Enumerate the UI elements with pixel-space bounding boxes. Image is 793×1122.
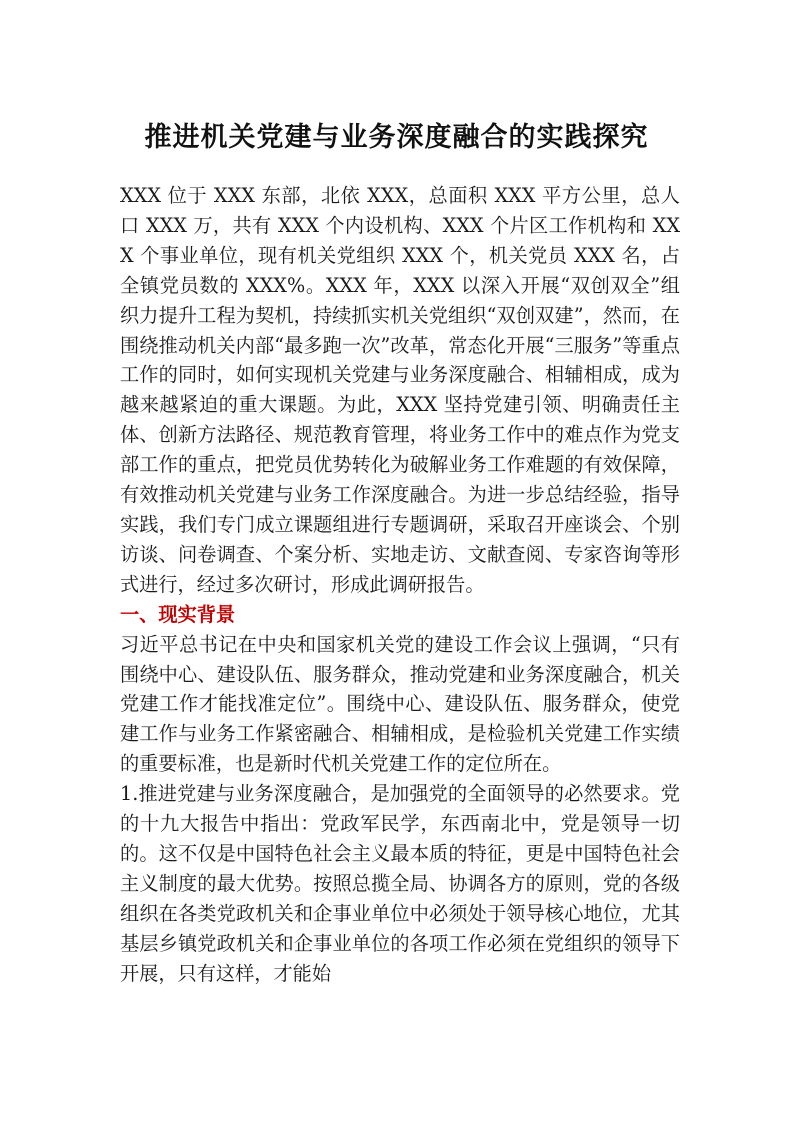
section-heading: 一、现实背景: [120, 602, 236, 626]
document-body: [120, 181, 680, 988]
point-paragraph: 1.推进党建与业务深度融合，是加强党的全面领导的必然要求。党的十九大报告中指出：党政军民学，东西南北中，党是领导一切的。这不仅是中国特色社会主义最本质的特征，更是中国特色社会主义制度的最大优势。按照总揽全局、协调各方的原则，党的各级组织在各类党政机关和企事业单位中必须处于领导核心地位，尤其基层乡镇党政机关和企事业单位的各项工作必须在党组织的领导下开展，只有这样，才能始: [120, 782, 680, 985]
section-paragraph: 习近平总书记在中央和国家机关党的建设工作会议上强调，“只有围绕中心、建设队伍、服务群众，推动党建和业务深度融合，机关党建工作才能找准定位”。围绕中心、建设队伍、服务群众，使党建工作与业务工作紧密融合、相辅相成，是检验机关党建工作实绩的重要标准，也是新时代机关党建工作的定位所在。: [120, 632, 680, 776]
intro-paragraph: XXX 位于 XXX 东部，北依 XXX，总面积 XXX 平方公里，总人口 XXX 万，共有 XXX 个内设机构、XXX 个片区工作机构和 XXX 个事业单位，现有机关党组织 XXX 个，机关党员 XXX 名，占全镇党员数的 XXX%。XXX 年，XXX 以深入开展“双创双全”组织力提升工程为契机，持续抓实机关党组织“双创双建”，然而，在围绕推动机关内部“最多跑一次”改革，常态化开展“三服务”等重点工作的同时，如何实现机关党建与业务深度融合、相辅相成，成为越来越紧迫的重大课题。为此，XXX 坚持党建引领、明确责任主体、创新方法路径、规范教育管理，将业务工作中的难点作为党支部工作的重点，把党员优势转化为破解业务工作难题的有效保障，有效推动机关党建与业务工作深度融合。为进一步总结经验，指导实践，我们专门成立课题组进行专题调研，采取召开座谈会、个别访谈、问卷调查、个案分析、实地走访、文献查阅、专家咨询等形式进行，经过多次研讨，形成此调研报告。: [120, 184, 680, 596]
document-title: 推进机关党建与业务深度融合的实践探究: [144, 122, 649, 153]
